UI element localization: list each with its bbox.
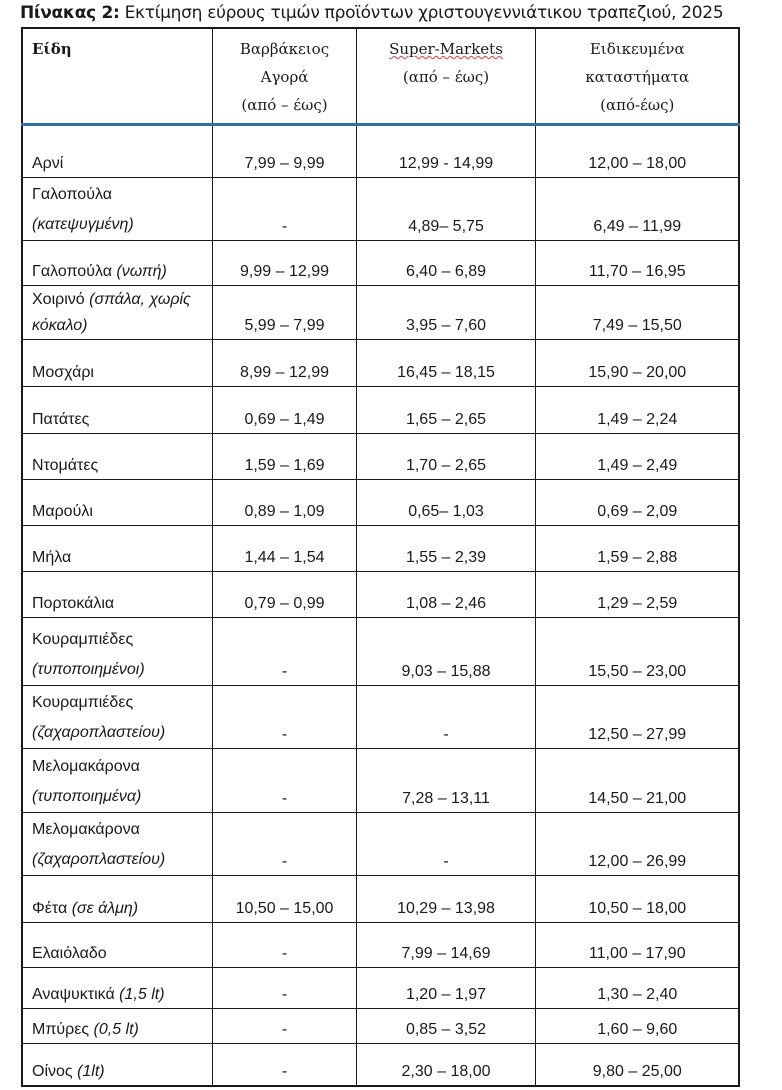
specialty-price-cell: 1,29 – 2,59 — [535, 572, 739, 618]
supermarket-price-cell: - — [356, 686, 535, 749]
table-row — [22, 923, 739, 968]
supermarket-price-cell: 1,55 – 2,39 — [356, 526, 535, 572]
supermarket-price-cell: 4,89– 5,75 — [356, 178, 535, 241]
item-name: Ντομάτες — [32, 457, 99, 474]
supermarket-price-cell: 6,40 – 6,89 — [356, 241, 535, 286]
supermarket-price-cell: 1,65 – 2,65 — [356, 387, 535, 434]
item-cell — [22, 923, 212, 968]
caption-label: Πίνακας 2: — [20, 3, 120, 23]
caption-text: Εκτίμηση εύρους τιμών προϊόντων χριστουγεννιάτικου τραπεζιού, 2025 — [119, 3, 724, 23]
table-row — [22, 387, 739, 434]
table-row — [22, 125, 739, 178]
specialty-price-cell: 11,00 – 17,90 — [535, 923, 739, 968]
header-line: Βαρβάκειος — [239, 40, 330, 58]
header-line: καταστήματα — [585, 68, 690, 86]
item-cell — [22, 618, 212, 686]
header-row — [22, 28, 739, 125]
item-cell — [22, 480, 212, 526]
header-line: (από – έως) — [402, 68, 490, 86]
varvakeios-price-cell: 9,99 – 12,99 — [212, 241, 356, 286]
item-name: Μοσχάρι — [32, 364, 94, 381]
table-row — [22, 1044, 739, 1086]
header-line: Ειδικευμένα — [589, 40, 685, 58]
item-cell — [22, 1009, 212, 1044]
item-cell — [22, 178, 212, 241]
item-name: Κουραμπιέδες — [32, 694, 134, 711]
item-name: Μελομακάρονα — [32, 821, 140, 838]
item-qualifier: (τυποποιημένοι) — [32, 661, 145, 678]
item-qualifier: (1,5 lt) — [119, 986, 165, 1003]
specialty-price-cell: 1,59 – 2,88 — [535, 526, 739, 572]
supermarket-price-cell: 12,99 - 14,99 — [356, 125, 535, 178]
varvakeios-price-cell: 0,69 – 1,49 — [212, 387, 356, 434]
item-name: Γαλοπούλα — [32, 263, 112, 280]
table-row — [22, 434, 739, 480]
item-name: Κουραμπιέδες — [32, 631, 134, 648]
supermarket-price-cell: 0,65– 1,03 — [356, 480, 535, 526]
item-cell — [22, 749, 212, 813]
item-name: Γαλοπούλα — [32, 186, 112, 203]
item-qualifier: (σε άλμη) — [71, 900, 139, 917]
supermarket-price-cell: 1,08 – 2,46 — [356, 572, 535, 618]
table-row — [22, 480, 739, 526]
header-line: (από-έως) — [600, 96, 675, 114]
varvakeios-price-cell: - — [212, 968, 356, 1009]
table-row — [22, 876, 739, 923]
item-cell — [22, 1044, 212, 1086]
specialty-price-cell: 1,60 – 9,60 — [535, 1009, 739, 1044]
supermarket-price-cell: 7,99 – 14,69 — [356, 923, 535, 968]
table-row — [22, 813, 739, 876]
table-row — [22, 340, 739, 387]
specialty-price-cell: 11,70 – 16,95 — [535, 241, 739, 286]
table-row — [22, 968, 739, 1009]
supermarket-price-cell: 0,85 – 3,52 — [356, 1009, 535, 1044]
varvakeios-price-cell: - — [212, 686, 356, 749]
table-row — [22, 618, 739, 686]
item-cell — [22, 813, 212, 876]
specialty-price-cell: 12,00 – 26,99 — [535, 813, 739, 876]
specialty-price-cell: 0,69 – 2,09 — [535, 480, 739, 526]
item-cell — [22, 526, 212, 572]
supermarket-price-cell: - — [356, 813, 535, 876]
specialty-price-cell: 15,50 – 23,00 — [535, 618, 739, 686]
varvakeios-price-cell: 0,79 – 0,99 — [212, 572, 356, 618]
varvakeios-price-cell: - — [212, 178, 356, 241]
item-name: Αρνί — [32, 155, 64, 172]
item-cell — [22, 968, 212, 1009]
table-row — [22, 1009, 739, 1044]
item-cell — [22, 125, 212, 178]
table-row — [22, 286, 739, 340]
specialty-price-cell: 7,49 – 15,50 — [535, 286, 739, 340]
varvakeios-price-cell: - — [212, 1044, 356, 1086]
table-row — [22, 526, 739, 572]
item-qualifier: (0,5 lt) — [93, 1021, 139, 1038]
specialty-price-cell: 1,30 – 2,40 — [535, 968, 739, 1009]
specialty-price-cell: 1,49 – 2,24 — [535, 387, 739, 434]
varvakeios-price-cell: 10,50 – 15,00 — [212, 876, 356, 923]
specialty-price-cell: 14,50 – 21,00 — [535, 749, 739, 813]
varvakeios-price-cell: - — [212, 618, 356, 686]
specialty-price-cell: 1,49 – 2,49 — [535, 434, 739, 480]
specialty-price-cell: 15,90 – 20,00 — [535, 340, 739, 387]
varvakeios-price-cell: - — [212, 923, 356, 968]
item-cell — [22, 286, 212, 340]
varvakeios-price-cell: 1,59 – 1,69 — [212, 434, 356, 480]
item-name: Πατάτες — [32, 411, 90, 428]
item-qualifier: (τυποποιημένα) — [32, 788, 142, 805]
supermarket-price-cell: 16,45 – 18,15 — [356, 340, 535, 387]
header-items — [22, 28, 212, 125]
header-line: Super-Markets — [389, 40, 503, 58]
specialty-price-cell: 6,49 – 11,99 — [535, 178, 739, 241]
table-row — [22, 178, 739, 241]
varvakeios-price-cell: - — [212, 813, 356, 876]
item-cell — [22, 340, 212, 387]
header-supermarkets — [356, 28, 535, 125]
item-cell — [22, 387, 212, 434]
item-name: Μήλα — [32, 549, 72, 566]
varvakeios-price-cell: 7,99 – 9,99 — [212, 125, 356, 178]
varvakeios-price-cell: - — [212, 1009, 356, 1044]
header-specialty-stores — [535, 28, 739, 125]
varvakeios-price-cell: 5,99 – 7,99 — [212, 286, 356, 340]
table-caption — [20, 3, 723, 23]
supermarket-price-cell: 1,20 – 1,97 — [356, 968, 535, 1009]
item-cell — [22, 572, 212, 618]
item-qualifier: (νωπή) — [116, 263, 167, 280]
item-name: Μπύρες — [32, 1021, 90, 1038]
varvakeios-price-cell: 8,99 – 12,99 — [212, 340, 356, 387]
table-row — [22, 241, 739, 286]
item-qualifier: (κατεψυγμένη) — [32, 216, 134, 233]
specialty-price-cell: 12,00 – 18,00 — [535, 125, 739, 178]
specialty-price-cell: 12,50 – 27,99 — [535, 686, 739, 749]
item-name: Μαρούλι — [32, 503, 93, 520]
item-qualifier: (σπάλα, χωρίς κόκαλο) — [32, 291, 191, 334]
item-qualifier: (ζαχαροπλαστείου) — [32, 724, 166, 741]
supermarket-price-cell: 2,30 – 18,00 — [356, 1044, 535, 1086]
price-range-table — [21, 27, 740, 1087]
item-name: Χοιρινό — [32, 291, 85, 308]
supermarket-price-cell: 9,03 – 15,88 — [356, 618, 535, 686]
item-name: Αναψυκτικά — [32, 986, 115, 1003]
item-cell — [22, 876, 212, 923]
supermarket-price-cell: 10,29 – 13,98 — [356, 876, 535, 923]
table-row — [22, 572, 739, 618]
supermarket-price-cell: 3,95 – 7,60 — [356, 286, 535, 340]
item-cell — [22, 686, 212, 749]
item-name: Φέτα — [32, 900, 68, 917]
specialty-price-cell: 10,50 – 18,00 — [535, 876, 739, 923]
item-name: Ελαιόλαδο — [32, 945, 107, 962]
varvakeios-price-cell: 1,44 – 1,54 — [212, 526, 356, 572]
supermarket-price-cell: 7,28 – 13,11 — [356, 749, 535, 813]
header-varvakeios — [212, 28, 356, 125]
varvakeios-price-cell: - — [212, 749, 356, 813]
item-qualifier: (1lt) — [77, 1062, 105, 1080]
header-line: (από – έως) — [241, 96, 328, 114]
header-items-line: Είδη — [32, 40, 72, 58]
table-row — [22, 686, 739, 749]
varvakeios-price-cell: 0,89 – 1,09 — [212, 480, 356, 526]
supermarket-price-cell: 1,70 – 2,65 — [356, 434, 535, 480]
specialty-price-cell: 9,80 – 25,00 — [535, 1044, 739, 1086]
item-name: Μελομακάρονα — [32, 758, 140, 775]
item-cell — [22, 241, 212, 286]
item-qualifier: (ζαχαροπλαστείου) — [32, 851, 166, 868]
item-cell — [22, 434, 212, 480]
table-row — [22, 749, 739, 813]
header-line: Αγορά — [260, 68, 309, 86]
item-name: Πορτοκάλια — [32, 595, 115, 612]
table-body — [22, 125, 739, 1086]
item-name: Οίνος — [32, 1062, 73, 1080]
